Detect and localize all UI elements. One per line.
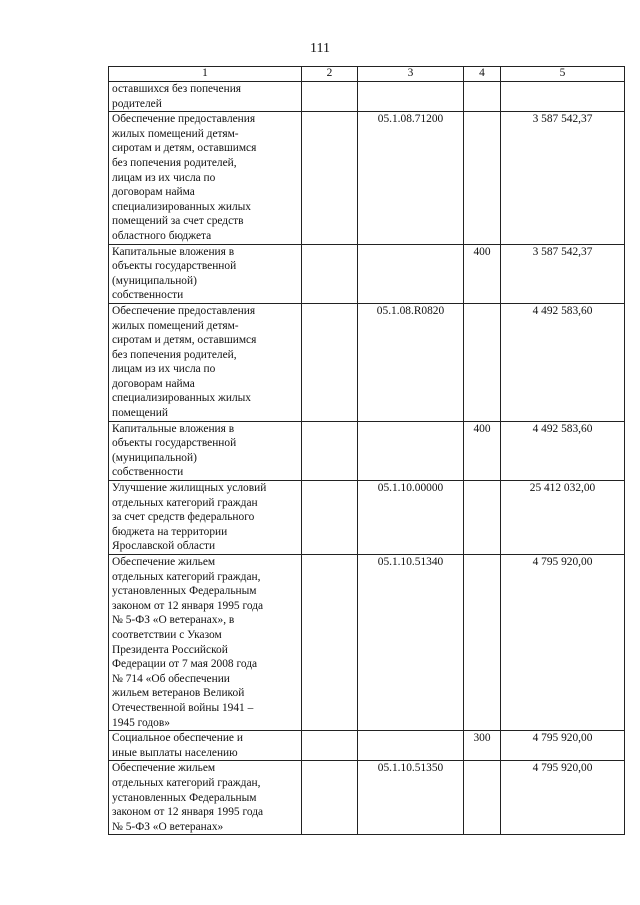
table-row bbox=[109, 244, 625, 303]
row-expense-type bbox=[464, 481, 501, 555]
description-line: договорам найма bbox=[112, 186, 195, 199]
row-col-2 bbox=[302, 112, 358, 244]
description-line: Улучшение жилищных условий bbox=[112, 482, 267, 495]
row-col-2 bbox=[302, 82, 358, 112]
table-row bbox=[109, 731, 625, 761]
row-target-code bbox=[358, 82, 464, 112]
description-line: (муниципальной) bbox=[112, 451, 197, 464]
row-expense-type bbox=[464, 82, 501, 112]
description-line: бюджета на территории bbox=[112, 525, 228, 538]
row-description bbox=[109, 731, 302, 761]
row-col-2 bbox=[302, 421, 358, 480]
description-line: № 714 «Об обеспечении bbox=[112, 672, 230, 685]
row-expense-type: 300 bbox=[464, 731, 501, 761]
description-line: лицам из их числа по bbox=[112, 363, 216, 376]
description-line: Обеспечение жильем bbox=[112, 762, 216, 775]
description-line: за счет средств федерального bbox=[112, 511, 255, 524]
row-amount: 4 492 583,60 bbox=[501, 421, 625, 480]
row-amount bbox=[501, 82, 625, 112]
row-expense-type bbox=[464, 555, 501, 731]
header-col-5: 5 bbox=[501, 67, 625, 82]
page-number: 111 bbox=[310, 41, 330, 56]
header-col-4: 4 bbox=[464, 67, 501, 82]
description-line: Президента Российской bbox=[112, 643, 228, 656]
description-line: законом от 12 января 1995 года bbox=[112, 806, 264, 819]
row-description bbox=[109, 555, 302, 731]
description-line: специализированных жилых bbox=[112, 392, 251, 405]
row-description bbox=[109, 481, 302, 555]
header-row bbox=[109, 67, 625, 82]
description-line: сиротам и детям, оставшимся bbox=[112, 142, 257, 155]
table-body bbox=[109, 82, 625, 835]
description-line: Капитальные вложения в bbox=[112, 245, 235, 258]
row-target-code: 05.1.08.R0820 bbox=[358, 303, 464, 421]
description-line: отдельных категорий граждан, bbox=[112, 776, 261, 789]
description-line: Обеспечение жильем bbox=[112, 556, 216, 568]
description-line: объекты государственной bbox=[112, 260, 237, 273]
description-line: 1945 годов» bbox=[112, 716, 170, 729]
table-row bbox=[109, 555, 625, 731]
description-line: установленных Федеральным bbox=[112, 791, 257, 804]
table-row bbox=[109, 421, 625, 480]
table-row bbox=[109, 303, 625, 421]
description-line: Капитальные вложения в bbox=[112, 422, 235, 435]
description-line: Ярославской области bbox=[112, 540, 216, 553]
description-line: Социальное обеспечение и bbox=[112, 732, 243, 745]
row-amount: 4 795 920,00 bbox=[501, 731, 625, 761]
description-line: собственности bbox=[112, 289, 184, 302]
description-line: областного бюджета bbox=[112, 229, 212, 242]
description-line: помещений bbox=[112, 407, 168, 420]
description-line: договорам найма bbox=[112, 377, 195, 390]
row-target-code: 05.1.10.00000 bbox=[358, 481, 464, 555]
row-col-2 bbox=[302, 731, 358, 761]
row-col-2 bbox=[302, 303, 358, 421]
row-col-2 bbox=[302, 761, 358, 835]
header-col-1: 1 bbox=[109, 67, 302, 82]
row-description bbox=[109, 303, 302, 421]
description-line: собственности bbox=[112, 466, 184, 479]
description-line: отдельных категорий граждан, bbox=[112, 570, 261, 583]
description-line: специализированных жилых bbox=[112, 200, 251, 213]
row-target-code bbox=[358, 421, 464, 480]
header-col-2: 2 bbox=[302, 67, 358, 82]
description-line: (муниципальной) bbox=[112, 274, 197, 287]
row-amount: 3 587 542,37 bbox=[501, 112, 625, 244]
row-col-2 bbox=[302, 244, 358, 303]
table-row bbox=[109, 82, 625, 112]
description-line: соответствии с Указом bbox=[112, 628, 222, 641]
row-expense-type bbox=[464, 761, 501, 835]
row-target-code bbox=[358, 731, 464, 761]
description-line: № 5-ФЗ «О ветеранах», в bbox=[112, 614, 235, 627]
row-col-2 bbox=[302, 555, 358, 731]
table-row bbox=[109, 481, 625, 555]
row-description bbox=[109, 244, 302, 303]
budget-table bbox=[108, 66, 625, 835]
description-line: сиротам и детям, оставшимся bbox=[112, 334, 257, 347]
row-target-code: 05.1.10.51340 bbox=[358, 555, 464, 731]
description-line: жилых помещений детям- bbox=[112, 319, 239, 332]
table-row bbox=[109, 761, 625, 835]
row-amount: 4 795 920,00 bbox=[501, 761, 625, 835]
description-line: отдельных категорий граждан bbox=[112, 496, 258, 509]
description-line: жильем ветеранов Великой bbox=[112, 687, 245, 700]
row-expense-type: 400 bbox=[464, 421, 501, 480]
row-amount: 4 795 920,00 bbox=[501, 555, 625, 731]
row-target-code: 05.1.10.51350 bbox=[358, 761, 464, 835]
description-line: № 5-ФЗ «О ветеранах» bbox=[112, 820, 224, 833]
header-col-3: 3 bbox=[358, 67, 464, 82]
description-line: установленных Федеральным bbox=[112, 585, 257, 598]
description-line: иные выплаты населению bbox=[112, 746, 238, 759]
row-expense-type bbox=[464, 112, 501, 244]
row-target-code bbox=[358, 244, 464, 303]
description-line: родителей bbox=[112, 97, 162, 110]
table-row bbox=[109, 112, 625, 244]
description-line: Федерации от 7 мая 2008 года bbox=[112, 658, 258, 671]
description-line: жилых помещений детям- bbox=[112, 127, 239, 140]
description-line: оставшихся без попечения bbox=[112, 83, 242, 95]
row-description bbox=[109, 421, 302, 480]
row-amount: 3 587 542,37 bbox=[501, 244, 625, 303]
row-expense-type: 400 bbox=[464, 244, 501, 303]
description-line: без попечения родителей, bbox=[112, 348, 237, 361]
description-line: без попечения родителей, bbox=[112, 156, 237, 169]
row-description bbox=[109, 82, 302, 112]
description-line: Отечественной войны 1941 – bbox=[112, 701, 254, 714]
description-line: объекты государственной bbox=[112, 437, 237, 450]
row-amount: 4 492 583,60 bbox=[501, 303, 625, 421]
description-line: законом от 12 января 1995 года bbox=[112, 599, 264, 612]
row-col-2 bbox=[302, 481, 358, 555]
row-expense-type bbox=[464, 303, 501, 421]
description-line: лицам из их числа по bbox=[112, 171, 216, 184]
row-target-code: 05.1.08.71200 bbox=[358, 112, 464, 244]
description-line: помещений за счет средств bbox=[112, 215, 244, 228]
description-line: Обеспечение предоставления bbox=[112, 304, 256, 317]
row-description bbox=[109, 112, 302, 244]
row-description bbox=[109, 761, 302, 835]
description-line: Обеспечение предоставления bbox=[112, 113, 256, 126]
row-amount: 25 412 032,00 bbox=[501, 481, 625, 555]
